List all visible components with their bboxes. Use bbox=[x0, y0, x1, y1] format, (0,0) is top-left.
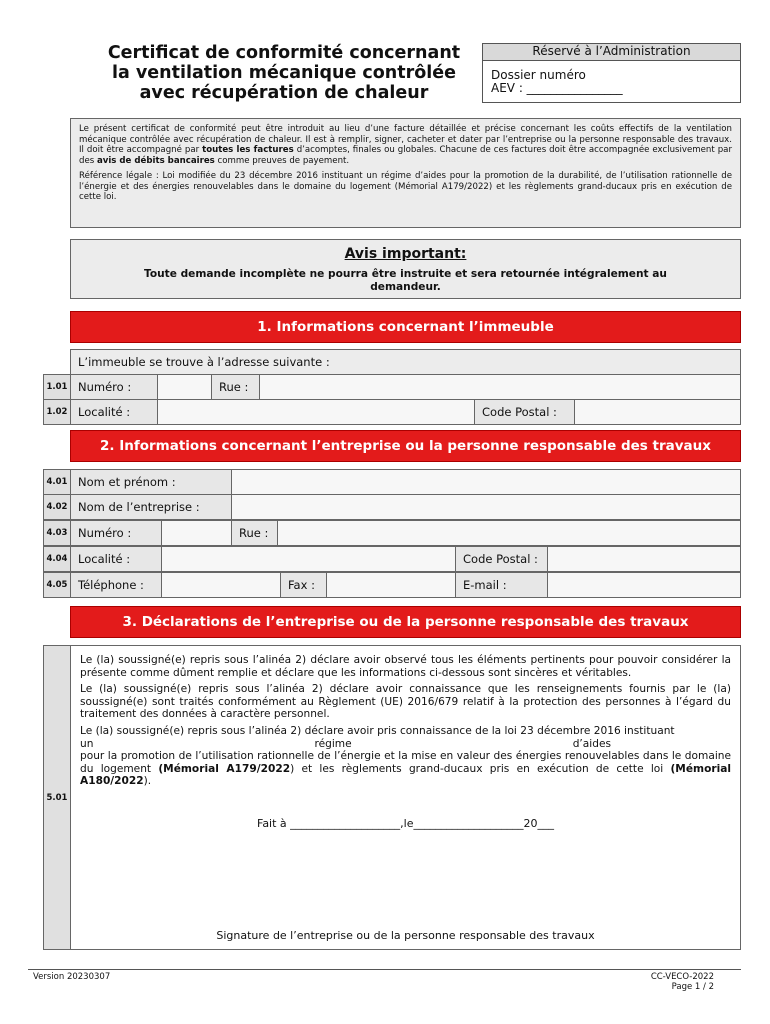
entreprise-input[interactable] bbox=[231, 494, 741, 520]
dossier-label: Dossier numéro bbox=[491, 68, 586, 82]
row-number: 4.02 bbox=[43, 494, 71, 520]
nom-prenom-input[interactable] bbox=[231, 469, 741, 495]
localite-input[interactable] bbox=[157, 399, 475, 425]
code-postal-label: Code Postal : bbox=[455, 546, 548, 572]
row-number: 4.01 bbox=[43, 469, 71, 495]
rue-label: Rue : bbox=[211, 374, 260, 400]
rue-input[interactable] bbox=[259, 374, 741, 400]
section-1-header: 1. Informations concernant l’immeuble bbox=[70, 311, 741, 343]
intro-box bbox=[70, 118, 741, 228]
numero-label: Numéro : bbox=[70, 374, 158, 400]
admin-header: Réservé à l’Administration bbox=[483, 44, 740, 61]
title-line-2: la ventilation mécanique contrôlée bbox=[111, 63, 457, 83]
code-postal-input[interactable] bbox=[574, 399, 741, 425]
row-number: 4.04 bbox=[43, 546, 71, 572]
footer-version: Version 20230307 bbox=[33, 972, 111, 982]
declarations-box bbox=[70, 645, 741, 950]
section-3-header: 3. Déclarations de l’entreprise ou de la personne responsable des travaux bbox=[70, 606, 741, 638]
intro-paragraph-1: Le présent certificat de conformité peut être introduit au lieu d’une facture détaillée et précise concernant les coûts effectifs de la ventilation mécanique contrôlée avec récupération de chaleur. Il est à remplir, signer, cacheter et dater par l’entreprise ou la personne responsable des travaux. Il doit être accompagné par toutes les factures d’acomptes, finales ou globales. Chacune de ces factures doit être accompagnée exclusivement par des avis de débits bancaires comme preuves de payement. bbox=[79, 124, 732, 166]
fax-input[interactable] bbox=[326, 572, 456, 598]
code-postal-label: Code Postal : bbox=[474, 399, 575, 425]
legal-reference: Référence légale : Loi modifiée du 23 décembre 2016 instituant un régime d’aides pour la promotion de la durabilité, de l’utilisation rationnelle de l’énergie et des énergies renouvelables dans le domaine du logement (Mémorial A179/2022) et les règlements grand-ducaux pris en exécution de cette loi. bbox=[79, 171, 732, 202]
fait-a-date-line[interactable]: Fait à ____________________,le____________________20___ bbox=[257, 816, 554, 830]
fax-label: Fax : bbox=[280, 572, 327, 598]
rue-input[interactable] bbox=[277, 520, 741, 546]
section-2-header: 2. Informations concernant l’entreprise ou la personne responsable des travaux bbox=[70, 430, 741, 462]
footer-page: Page 1 / 2 bbox=[671, 982, 714, 992]
rue-label: Rue : bbox=[231, 520, 278, 546]
numero-input[interactable] bbox=[157, 374, 212, 400]
declaration-1: Le (la) soussigné(e) repris sous l’alinéa 2) déclare avoir observé tous les éléments pertinents pour pouvoir considérer la présente comme dûment remplie et déclare que les informations ci-dessous sont sincères et véritables. bbox=[80, 654, 731, 679]
row-number: 4.05 bbox=[43, 572, 71, 598]
declaration-2: Le (la) soussigné(e) repris sous l’alinéa 2) déclare avoir connaissance que les renseignements fournis par le (la) soussigné(e) sont traités conformément au Règlement (UE) 2016/679 relatif à la protection des personnes à l’égard du traitement des données à caractère personnel. bbox=[80, 683, 731, 721]
localite-input[interactable] bbox=[161, 546, 456, 572]
footer-code: CC-VECO-2022 bbox=[650, 972, 714, 982]
signature-label: Signature de l’entreprise ou de la personne responsable des travaux bbox=[216, 929, 595, 943]
notice-title: Avis important: bbox=[344, 246, 467, 262]
row-number: 5.01 bbox=[43, 645, 71, 950]
declaration-3: Le (la) soussigné(e) repris sous l’alinéa 2) déclare avoir pris connaissance de la loi 23 décembre 2016 instituant un régime d’aides pour la promotion de l’utilisation rationnelle de l’énergie et la mise en valeur des énergies renouvelables dans le domaine du logement (Mémorial A179/2022) et les règlements grand-ducaux pris en exécution de cette loi (Mémorial A180/2022). bbox=[80, 724, 731, 788]
numero-label: Numéro : bbox=[70, 520, 162, 546]
localite-label: Localité : bbox=[70, 399, 158, 425]
row-number: 1.02 bbox=[43, 399, 71, 425]
row-number: 4.03 bbox=[43, 520, 71, 546]
footer-right bbox=[600, 972, 714, 992]
title-line-1: Certificat de conformité concernant bbox=[107, 43, 461, 63]
title-line-3: avec récupération de chaleur bbox=[139, 83, 429, 103]
admin-reserved-box bbox=[482, 43, 741, 103]
numero-input[interactable] bbox=[161, 520, 232, 546]
aev-field[interactable]: AEV : ________________ bbox=[491, 81, 623, 95]
email-input[interactable] bbox=[547, 572, 741, 598]
important-notice bbox=[70, 239, 741, 299]
localite-label: Localité : bbox=[70, 546, 162, 572]
telephone-label: Téléphone : bbox=[70, 572, 162, 598]
notice-text: Toute demande incomplète ne pourra être instruite et sera retournée intégralement au demandeur. bbox=[144, 268, 667, 293]
email-label: E-mail : bbox=[455, 572, 548, 598]
entreprise-label: Nom de l’entreprise : bbox=[70, 494, 232, 520]
footer-divider bbox=[28, 969, 741, 970]
telephone-input[interactable] bbox=[161, 572, 281, 598]
code-postal-input[interactable] bbox=[547, 546, 741, 572]
row-number: 1.01 bbox=[43, 374, 71, 400]
document-title bbox=[88, 43, 480, 103]
nom-prenom-label: Nom et prénom : bbox=[70, 469, 232, 495]
address-intro: L’immeuble se trouve à l’adresse suivante : bbox=[70, 349, 741, 375]
